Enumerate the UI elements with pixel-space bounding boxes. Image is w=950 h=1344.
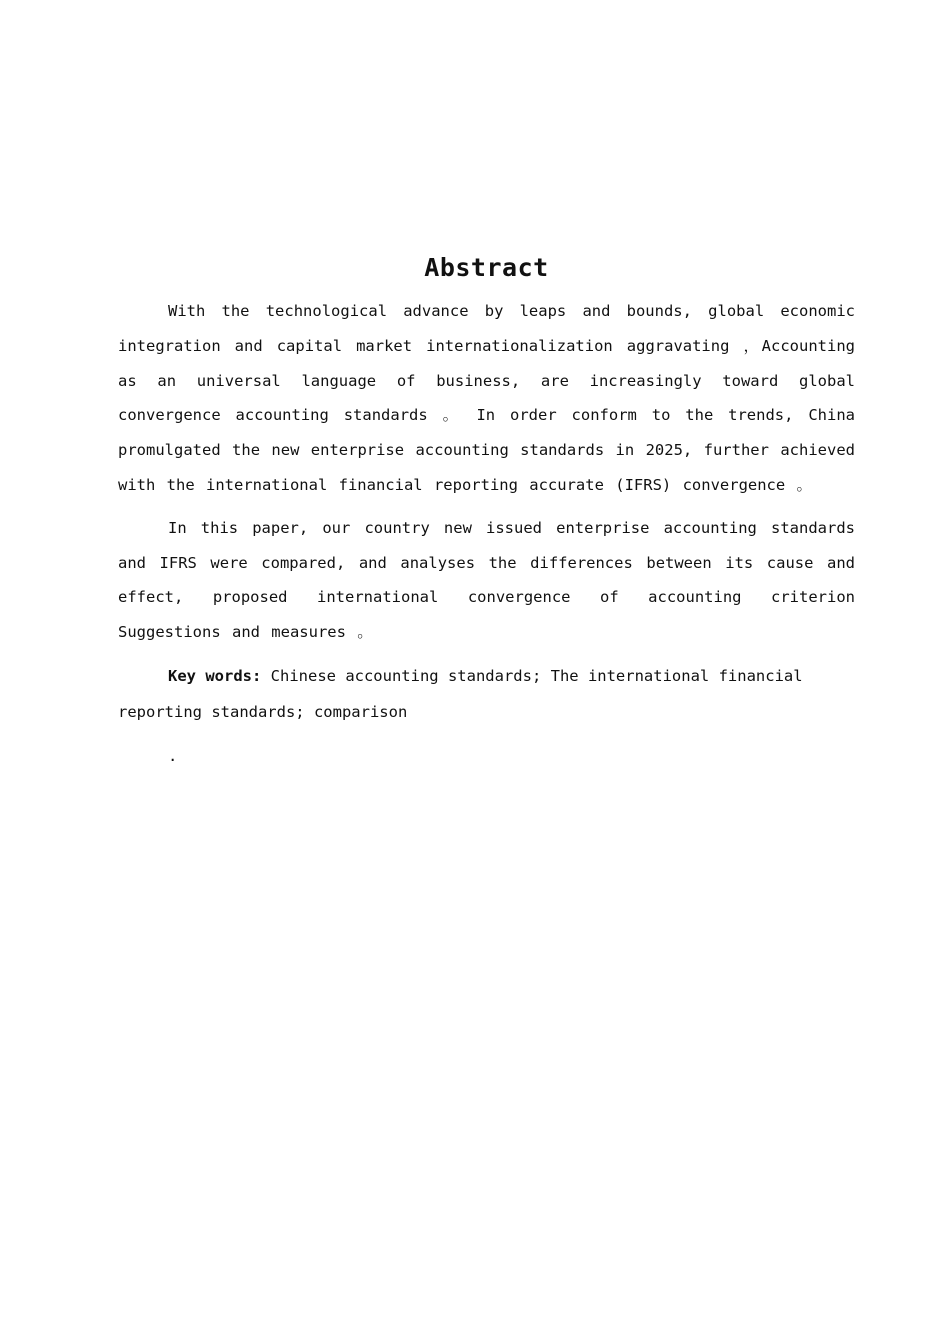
keywords-text: Chinese accounting standards; The international financial reporting standards; comparison bbox=[118, 666, 803, 721]
abstract-paragraph-1: With the technological advance by leaps and bounds, global economic integration and capital market internationalization aggravating ，Accounting as an universal language of business, are increasingly toward global convergence accounting standards 。 In order conform to the trends, China promulgated the new enterprise accounting standards in 2025, further achieved with the international financial reporting accurate (IFRS) convergence 。 bbox=[118, 302, 855, 494]
trailing-mark: . bbox=[168, 746, 178, 765]
keywords-label: Key words: bbox=[168, 666, 262, 685]
keywords-line bbox=[118, 658, 855, 730]
abstract-section bbox=[118, 250, 855, 774]
abstract-title: Abstract bbox=[424, 253, 549, 282]
abstract-paragraph-2: In this paper, our country new issued enterprise accounting standards and IFRS were compared, and analyses the differences between its cause and effect, proposed international convergence of accounting criterion Suggestions and measures 。 bbox=[118, 518, 855, 642]
